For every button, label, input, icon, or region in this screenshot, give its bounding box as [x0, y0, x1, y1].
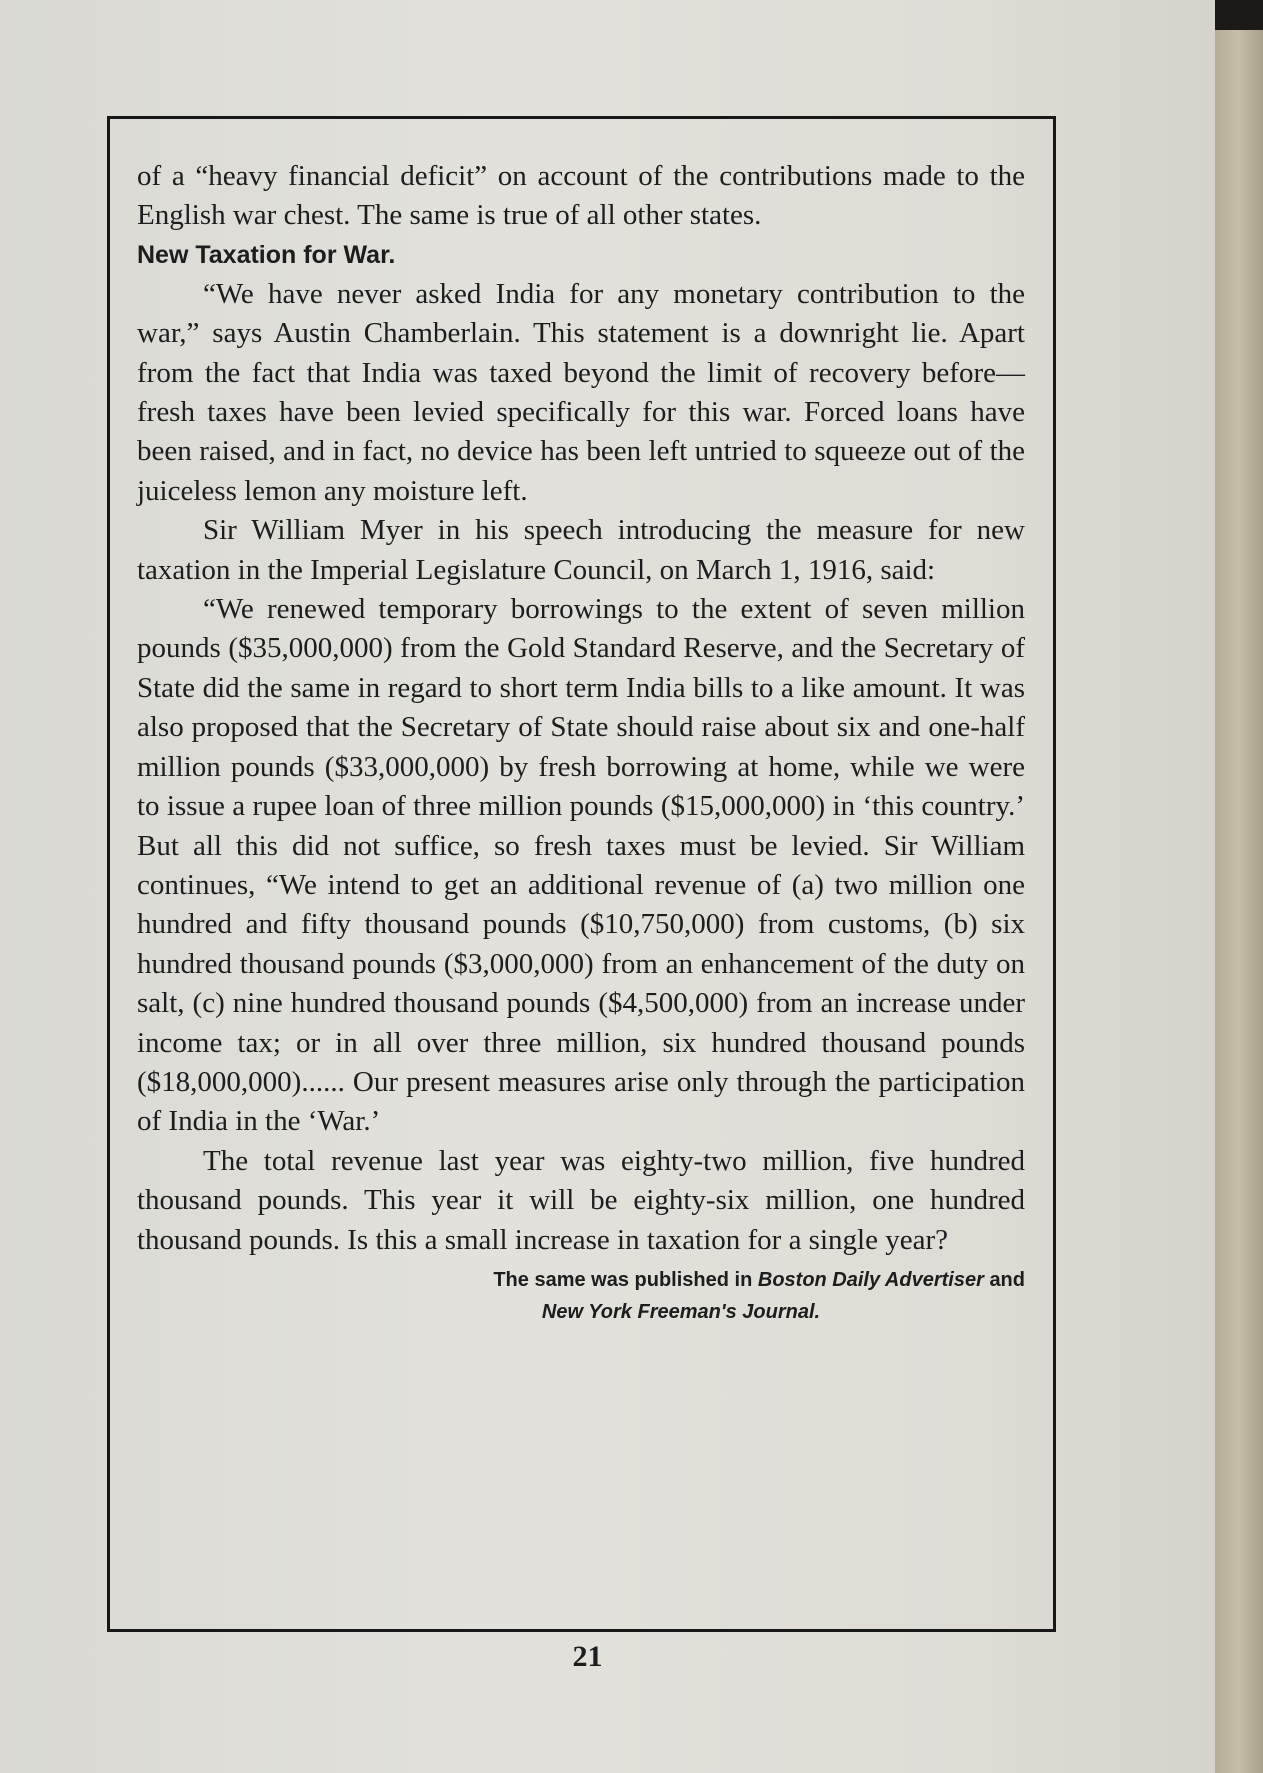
paragraph-chamberlain: “We have never asked India for any monetary contribution to the war,” says Austin Chamberlain. This statement is a downright lie. Apart from the fact that India was taxed beyond the limit of recovery before—fresh taxes have been levied specifically for this war. Forced loans have been raised, and in fact, no device has been left untried to squeeze out of the juiceless lemon any moisture left.	[137, 277, 1025, 507]
paragraph-continuation: of a “heavy financial deficit” on account of the contributions made to the English war chest. The same is true of all other states.	[137, 160, 1025, 232]
page-edge	[1215, 30, 1263, 1773]
credit-prefix: The same was published in	[493, 1268, 753, 1291]
credit-paper-boston: Boston Daily Advertiser	[757, 1268, 984, 1291]
credit-paper-freemans: New York Freeman's Journal.	[541, 1300, 821, 1323]
page-number: 21	[572, 1640, 603, 1673]
article-body	[137, 157, 1025, 1328]
section-heading: New Taxation for War.	[137, 240, 396, 269]
paragraph-myer-intro: Sir William Myer in his speech introducing the measure for new taxation in the Imperial Legislature Council, on March 1, 1916, said:	[137, 514, 1025, 586]
paragraph-total-revenue: The total revenue last year was eighty-two million, five hundred thousand pounds. This year it will be eighty-six million, one hundred thousand pounds. Is this a small increase in taxation for a single year?	[137, 1144, 1025, 1256]
publication-credit	[137, 1264, 1025, 1328]
paragraph-myer-quote: “We renewed temporary borrowings to the extent of seven million pounds ($35,000,000) from the Gold Standard Reserve, and the Secretary of State did the same in regard to short term India bills to a like amount. It was also proposed that the Secretary of State should raise about six and one-half million pounds ($33,000,000) by fresh borrowing at home, while we were to issue a rupee loan of three million pounds ($15,000,000) in ‘this country.’ But all this did not suffice, so fresh taxes must be levied. Sir William continues, “We intend to get an additional revenue of (a) two million one hundred and fifty thousand pounds ($10,750,000) from customs, (b) six hundred thousand pounds ($3,000,000) from an enhancement of the duty on salt, (c) nine hundred thousand pounds ($4,500,000) from an increase under income tax; or in all over three million, six hundred thousand pounds ($18,000,000)...... Our present measures arise only through the participation of India in the ‘War.’	[137, 593, 1025, 1138]
credit-joiner: and	[989, 1268, 1025, 1291]
